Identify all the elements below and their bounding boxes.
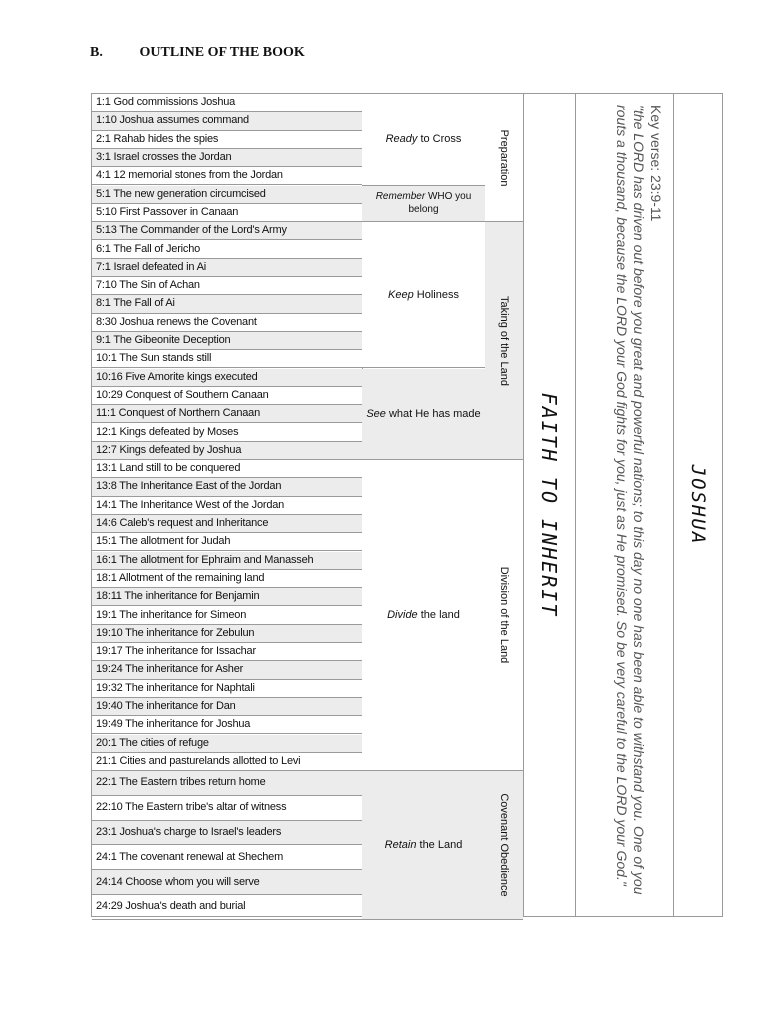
phase-rest: the land <box>417 608 460 621</box>
phase-text <box>366 407 480 421</box>
key-verse <box>584 105 664 905</box>
phase-label <box>362 369 485 461</box>
heading-title: OUTLINE OF THE BOOK <box>139 45 305 60</box>
phase-label <box>362 94 485 186</box>
chapter-entry: 19:10 The inheritance for Zebulun <box>92 625 362 643</box>
chapter-entry: 2:1 Rahab hides the spies <box>92 131 362 149</box>
chapter-entry: 22:1 The Eastern tribes return home <box>92 771 362 796</box>
chapter-entry: 8:1 The Fall of Ai <box>92 295 362 313</box>
chapter-entry: 6:1 The Fall of Jericho <box>92 240 362 258</box>
chapter-entry: 13:8 The Inheritance East of the Jordan <box>92 478 362 496</box>
section-block <box>485 460 523 771</box>
phase-verb: Divide <box>387 608 418 621</box>
phase-verb: See <box>366 407 386 420</box>
book-title: JOSHUA <box>686 464 709 546</box>
chapter-entry: 14:1 The Inheritance West of the Jordan <box>92 497 362 515</box>
section-label: Preparation <box>498 129 510 186</box>
key-verse-label: Key verse: 23:9-11 <box>648 105 664 222</box>
chapter-entry: 1:1 God commissions Joshua <box>92 94 362 112</box>
chapter-entry: 24:14 Choose whom you will serve <box>92 870 362 895</box>
chapter-entry: 5:10 First Passover in Canaan <box>92 204 362 222</box>
phases-column <box>362 94 486 916</box>
outline-heading <box>90 45 305 61</box>
phase-verb: Remember <box>375 191 426 203</box>
chapter-entry: 24:29 Joshua's death and burial <box>92 895 362 920</box>
phase-text <box>362 190 485 216</box>
chapter-entry: 12:7 Kings defeated by Joshua <box>92 442 362 460</box>
section-block <box>485 94 523 222</box>
chapter-entry: 12:1 Kings defeated by Moses <box>92 423 362 441</box>
chapter-entry: 19:32 The inheritance for Naphtali <box>92 680 362 698</box>
chapter-entry: 18:11 The inheritance for Benjamin <box>92 588 362 606</box>
chapter-entry: 16:1 The allotment for Ephraim and Manasseh <box>92 552 362 570</box>
phase-rest: what He has made <box>385 407 481 420</box>
chapter-entry: 10:1 The Sun stands still <box>92 350 362 368</box>
chapter-entry: 13:1 Land still to be conquered <box>92 460 362 478</box>
book-title-column <box>673 94 722 916</box>
chapter-entry: 7:1 Israel defeated in Ai <box>92 259 362 277</box>
chapter-entry: 23:1 Joshua's charge to Israel's leaders <box>92 821 362 846</box>
chapter-entry: 19:49 The inheritance for Joshua <box>92 716 362 734</box>
chapter-entry: 7:10 The Sin of Achan <box>92 277 362 295</box>
chapter-entry: 5:13 The Commander of the Lord's Army <box>92 222 362 240</box>
phase-text <box>386 132 462 146</box>
chapter-entry: 15:1 The allotment for Judah <box>92 533 362 551</box>
phase-label <box>362 222 485 368</box>
chapter-entry: 18:1 Allotment of the remaining land <box>92 570 362 588</box>
key-verse-column <box>575 94 674 916</box>
phase-rest: the Land <box>416 838 463 851</box>
heading-letter: B. <box>90 45 103 60</box>
phase-text <box>385 838 463 852</box>
sections-column <box>485 94 524 916</box>
chapter-entry: 11:1 Conquest of Northern Canaan <box>92 405 362 423</box>
phase-rest: Holiness <box>413 288 459 301</box>
chapter-entry: 10:16 Five Amorite kings executed <box>92 369 362 387</box>
phase-label <box>362 460 485 771</box>
section-label: Division of the Land <box>498 566 510 664</box>
phase-text <box>388 288 459 302</box>
phase-verb: Ready <box>385 133 418 146</box>
chapter-entry: 4:1 12 memorial stones from the Jordan <box>92 167 362 185</box>
chapter-entry: 22:10 The Eastern tribe's altar of witness <box>92 796 362 821</box>
outline-table <box>91 93 723 917</box>
phase-verb: Retain <box>384 838 417 851</box>
phase-rest: to Cross <box>417 133 462 146</box>
chapter-entry: 20:1 The cities of refuge <box>92 735 362 753</box>
chapter-entry: 19:17 The inheritance for Issachar <box>92 643 362 661</box>
chapter-entry: 8:30 Joshua renews the Covenant <box>92 314 362 332</box>
section-block <box>485 771 523 920</box>
section-label: Covenant Obedience <box>498 793 510 897</box>
phase-rest: WHO you belong <box>408 191 472 216</box>
phase-label <box>362 771 485 920</box>
chapter-entry: 24:1 The covenant renewal at Shechem <box>92 846 362 871</box>
chapter-entry: 10:29 Conquest of Southern Canaan <box>92 387 362 405</box>
phase-label <box>362 186 485 223</box>
chapter-entry: 3:1 Israel crosses the Jordan <box>92 149 362 167</box>
chapter-entry: 19:24 The inheritance for Asher <box>92 661 362 679</box>
theme-label: FAITH TO INHERIT <box>537 392 561 618</box>
section-block <box>485 222 523 460</box>
phase-verb: Keep <box>388 288 414 301</box>
chapter-entry: 19:40 The inheritance for Dan <box>92 698 362 716</box>
chapter-entry: 9:1 The Gibeonite Deception <box>92 332 362 350</box>
chapter-entry: 14:6 Caleb's request and Inheritance <box>92 515 362 533</box>
theme-column <box>523 94 576 916</box>
key-verse-text: "the LORD has driven out before you great and powerful nations; to this day no one has been able to withstand you. One of you routs a thousand, because the LORD your God fights for you, just as He promised. So be very careful to the LORD your God." <box>614 105 647 895</box>
phase-text <box>387 608 460 622</box>
chapter-entry: 1:10 Joshua assumes command <box>92 112 362 130</box>
section-label: Taking of the Land <box>498 295 510 386</box>
chapter-entries-column <box>92 94 363 916</box>
chapter-entry: 21:1 Cities and pasturelands allotted to Levi <box>92 753 362 771</box>
chapter-entry: 5:1 The new generation circumcised <box>92 186 362 204</box>
chapter-entry: 19:1 The inheritance for Simeon <box>92 606 362 624</box>
